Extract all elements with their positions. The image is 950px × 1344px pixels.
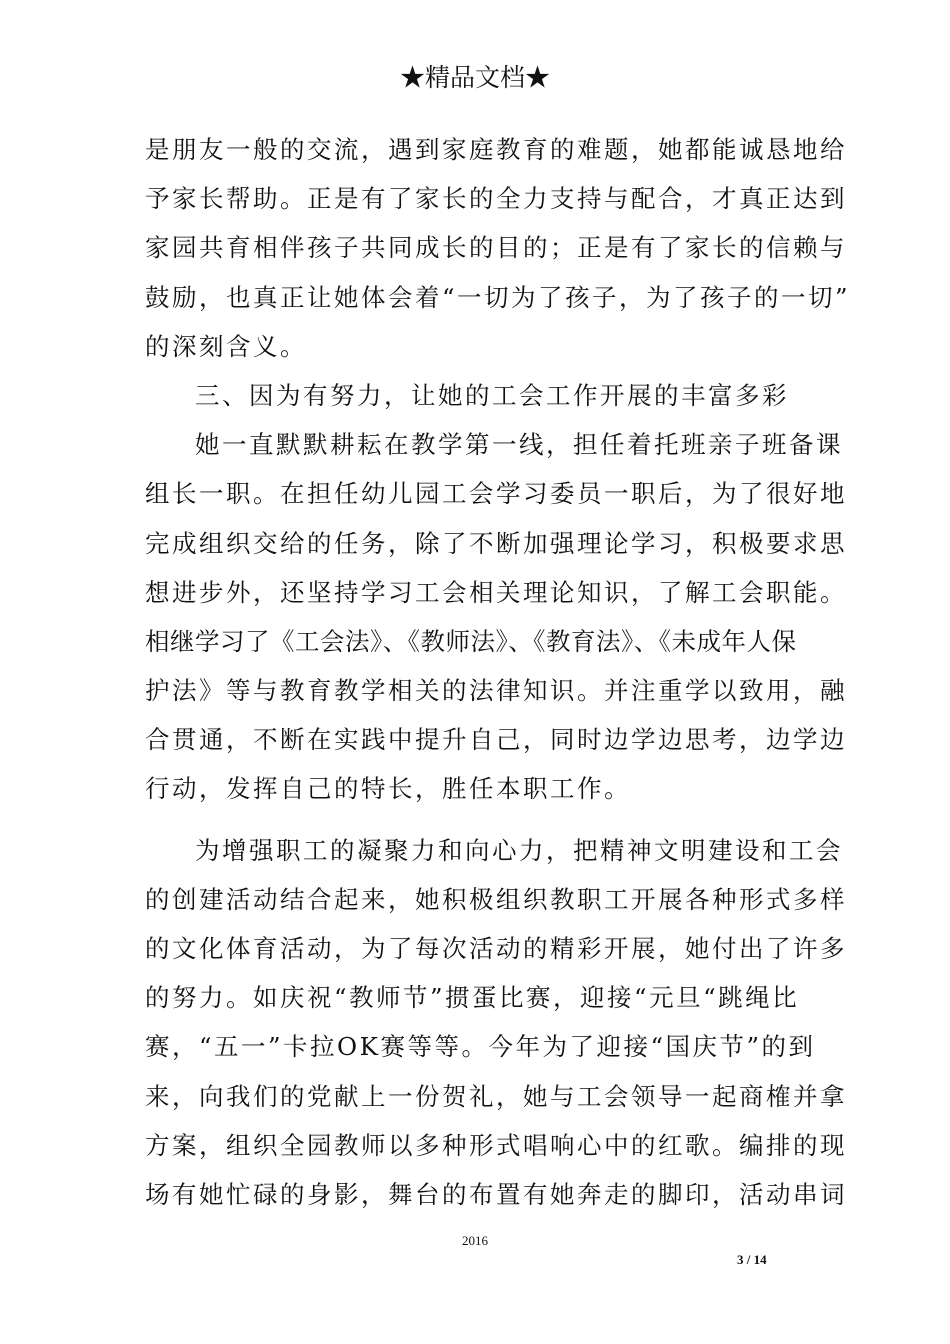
text-line: 家园共育相伴孩子共同成长的目的；正是有了家长的信赖与 — [145, 233, 847, 263]
text-line: 方案，组织全园教师以多种形式唱响心中的红歌。编排的现 — [145, 1130, 847, 1160]
text-line: 想进步外，还坚持学习工会相关理论知识，了解工会职能。 — [145, 577, 847, 607]
text-line: 她一直默默耕耘在教学第一线，担任着托班亲子班备课 — [195, 430, 843, 460]
page-total: 14 — [753, 1252, 767, 1267]
text-line: 为增强职工的凝聚力和向心力，把精神文明建设和工会 — [195, 835, 843, 865]
text-line: 护法》等与教育教学相关的法律知识。并注重学以致用，融 — [145, 676, 847, 706]
page-number — [737, 1252, 767, 1268]
paragraph-gap — [145, 814, 805, 826]
text-line: 来，向我们的党献上一份贺礼，她与工会领导一起商榷并拿 — [145, 1081, 847, 1111]
page-separator: / — [746, 1252, 751, 1267]
text-line: 予家长帮助。正是有了家长的全力支持与配合，才真正达到 — [145, 184, 847, 214]
text-line: 完成组织交给的任务，除了不断加强理论学习，积极要求思 — [145, 528, 847, 558]
text-line: 组长一职。在担任幼儿园工会学习委员一职后，为了很好地 — [145, 479, 847, 509]
document-body — [145, 125, 851, 1219]
text-line: 行动，发挥自己的特长，胜任本职工作。 — [145, 774, 631, 804]
text-line: 合贯通，不断在实践中提升自己，同时边学边思考，边学边 — [145, 725, 847, 755]
text-line: 的深刻含义。 — [145, 331, 307, 361]
document-header-title: ★精品文档★ — [399, 63, 550, 92]
text-line: 的努力。如庆祝“教师节”掼蛋比赛，迎接“元旦“跳绳比 — [145, 983, 800, 1013]
text-line: 是朋友一般的交流，遇到家庭教育的难题，她都能诚恳地给 — [145, 135, 847, 164]
text-line: 场有她忙碌的身影，舞台的布置有她奔走的脚印，活动串词 — [145, 1179, 847, 1209]
text-line: 赛，“五一”卡拉OK赛等等。今年为了迎接“国庆节”的到 — [145, 1032, 816, 1062]
text-line: 鼓励，也真正让她体会着“一切为了孩子，为了孩子的一切” — [145, 282, 851, 312]
footer-year: 2016 — [462, 1233, 488, 1248]
text-line: 的创建活动结合起来，她积极组织教职工开展各种形式多样 — [145, 884, 847, 914]
page-current: 3 — [737, 1252, 744, 1267]
text-line: 相继学习了《工会法》、《教师法》、《教育法》、《未成年人保 — [145, 626, 797, 656]
section-heading: 三、因为有努力，让她的工会工作开展的丰富多彩 — [195, 380, 789, 410]
text-line: 的文化体育活动，为了每次活动的精彩开展，她付出了许多 — [145, 934, 847, 963]
